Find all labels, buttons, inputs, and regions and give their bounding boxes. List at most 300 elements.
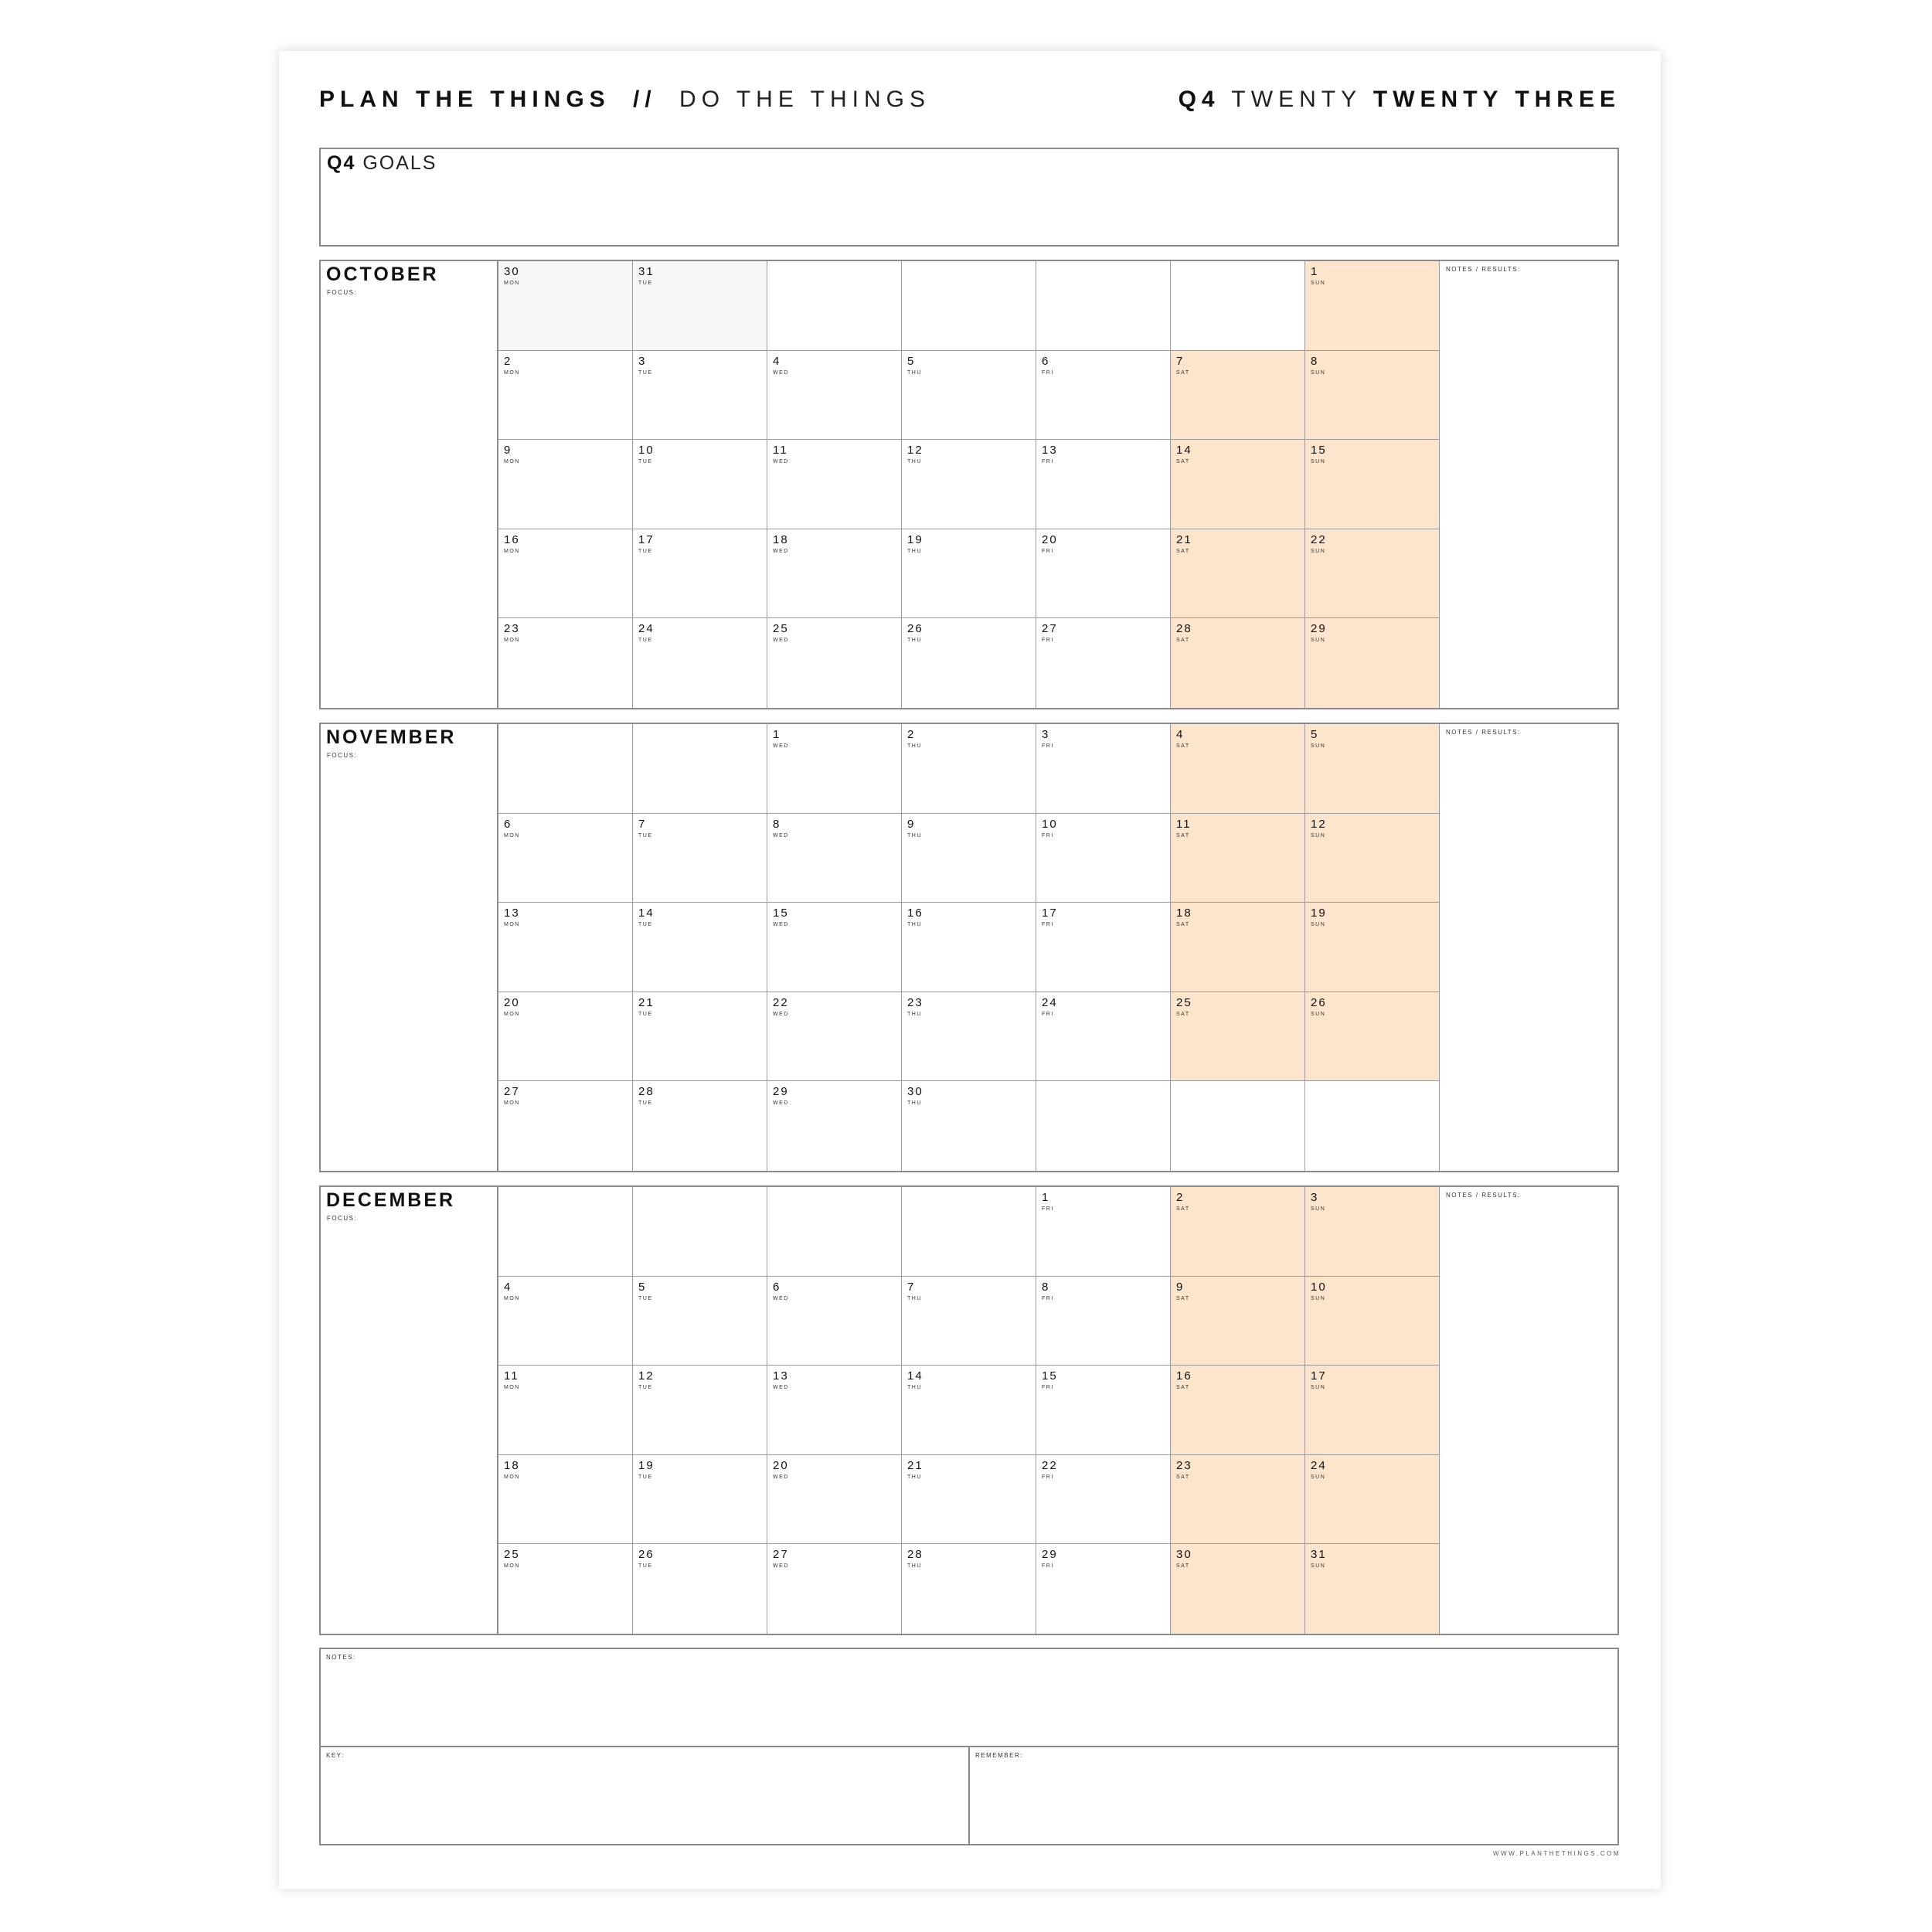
day-cell[interactable] xyxy=(1036,351,1171,440)
day-number: 18 xyxy=(1176,906,1192,920)
day-cell[interactable] xyxy=(1171,1277,1305,1366)
key-box[interactable] xyxy=(321,1747,970,1844)
day-cell[interactable] xyxy=(498,814,633,903)
day-cell[interactable] xyxy=(498,1366,633,1455)
goals-label: GOALS xyxy=(362,152,437,174)
day-name: MON xyxy=(504,281,520,286)
day-number: 25 xyxy=(773,622,789,636)
day-number: 31 xyxy=(1311,1548,1327,1562)
day-number: 24 xyxy=(1311,1458,1327,1472)
day-name: SAT xyxy=(1176,1474,1190,1480)
day-number: 29 xyxy=(1042,1548,1058,1562)
day-cell[interactable] xyxy=(902,903,1036,992)
day-cell[interactable] xyxy=(633,351,767,440)
day-cell[interactable] xyxy=(1305,529,1440,619)
empty-day-cell[interactable] xyxy=(767,261,902,351)
day-number: 21 xyxy=(1176,532,1192,546)
day-cell[interactable] xyxy=(1171,1366,1305,1455)
day-name: MON xyxy=(504,832,520,838)
day-name: THU xyxy=(907,922,922,928)
day-name: WED xyxy=(773,1100,789,1107)
day-name: TUE xyxy=(638,1474,653,1480)
day-cell[interactable] xyxy=(633,903,767,992)
day-number: 6 xyxy=(773,1280,781,1294)
day-number: 3 xyxy=(1311,1191,1319,1204)
day-cell[interactable] xyxy=(1036,529,1171,619)
day-cell[interactable] xyxy=(1305,351,1440,440)
day-number: 28 xyxy=(1176,622,1192,636)
year-light: TWENTY xyxy=(1231,87,1362,112)
day-cell[interactable] xyxy=(767,992,902,1082)
day-number: 26 xyxy=(1311,995,1327,1009)
day-cell[interactable] xyxy=(633,1081,767,1171)
month-block-october xyxy=(319,260,1619,709)
day-number: 29 xyxy=(1311,622,1327,636)
day-number: 13 xyxy=(773,1369,789,1383)
day-number: 9 xyxy=(907,817,916,831)
day-number: 30 xyxy=(504,265,520,278)
day-cell[interactable] xyxy=(633,992,767,1082)
day-name: THU xyxy=(907,743,922,749)
quarter-label: Q4 xyxy=(1178,87,1220,112)
day-cell[interactable] xyxy=(1036,1544,1171,1634)
day-cell[interactable] xyxy=(767,1081,902,1171)
day-name: MON xyxy=(504,1563,520,1570)
empty-day-cell[interactable] xyxy=(1171,261,1305,351)
day-cell[interactable] xyxy=(767,440,902,529)
day-cell[interactable] xyxy=(1305,1544,1440,1634)
focus-label: FOCUS: xyxy=(327,752,358,759)
empty-day-cell[interactable] xyxy=(1036,1081,1171,1171)
day-cell[interactable] xyxy=(1305,440,1440,529)
day-name: MON xyxy=(504,369,520,376)
month-focus-panel[interactable] xyxy=(321,261,498,708)
day-cell[interactable] xyxy=(498,1081,633,1171)
day-name: FRI xyxy=(1042,369,1054,376)
day-name: TUE xyxy=(638,1385,653,1391)
month-block-november xyxy=(319,723,1619,1172)
day-name: THU xyxy=(907,548,922,554)
day-cell[interactable] xyxy=(1305,1277,1440,1366)
day-cell[interactable] xyxy=(902,1544,1036,1634)
day-number: 16 xyxy=(907,906,923,920)
calendar-grid xyxy=(498,724,1440,1171)
day-name: WED xyxy=(773,1011,789,1017)
day-cell[interactable] xyxy=(1036,992,1171,1082)
day-name: SAT xyxy=(1176,369,1190,376)
day-cell[interactable] xyxy=(1171,903,1305,992)
day-cell[interactable] xyxy=(498,903,633,992)
day-cell[interactable] xyxy=(767,351,902,440)
day-name: FRI xyxy=(1042,548,1054,554)
day-number: 19 xyxy=(638,1458,655,1472)
day-cell[interactable] xyxy=(633,529,767,619)
day-number: 28 xyxy=(638,1085,655,1099)
day-number: 10 xyxy=(638,444,655,457)
day-name: WED xyxy=(773,1563,789,1570)
day-cell[interactable] xyxy=(498,1544,633,1634)
day-name: WED xyxy=(773,1385,789,1391)
day-cell[interactable] xyxy=(1171,1455,1305,1545)
day-name: FRI xyxy=(1042,638,1054,644)
day-name: SAT xyxy=(1176,638,1190,644)
day-number: 31 xyxy=(638,265,655,278)
day-name: MON xyxy=(504,922,520,928)
day-cell[interactable] xyxy=(498,1455,633,1545)
day-name: SUN xyxy=(1311,369,1326,376)
calendar-grid xyxy=(498,1187,1440,1634)
day-cell[interactable] xyxy=(902,724,1036,814)
day-name: MON xyxy=(504,1474,520,1480)
empty-day-cell[interactable] xyxy=(1171,1081,1305,1171)
day-name: WED xyxy=(773,548,789,554)
day-name: SAT xyxy=(1176,832,1190,838)
goals-quarter: Q4 xyxy=(327,152,356,174)
day-name: WED xyxy=(773,369,789,376)
goals-box[interactable] xyxy=(319,148,1619,247)
day-name: SAT xyxy=(1176,922,1190,928)
day-name: SAT xyxy=(1176,1385,1190,1391)
tagline-bold: PLAN THE THINGS xyxy=(319,87,611,112)
day-cell[interactable] xyxy=(1171,351,1305,440)
day-number: 8 xyxy=(1311,354,1319,368)
day-name: MON xyxy=(504,638,520,644)
day-number: 14 xyxy=(638,906,655,920)
day-name: THU xyxy=(907,1011,922,1017)
day-cell[interactable] xyxy=(633,814,767,903)
day-number: 5 xyxy=(1311,728,1319,741)
day-name: SUN xyxy=(1311,1385,1326,1391)
day-name: SAT xyxy=(1176,1011,1190,1017)
day-cell[interactable] xyxy=(767,529,902,619)
day-number: 2 xyxy=(907,728,916,741)
day-name: SUN xyxy=(1311,1474,1326,1480)
day-number: 30 xyxy=(907,1085,923,1099)
day-cell[interactable] xyxy=(1036,618,1171,708)
notes-results-column[interactable] xyxy=(1440,724,1617,1171)
day-name: MON xyxy=(504,1295,520,1301)
day-cell[interactable] xyxy=(902,814,1036,903)
day-cell[interactable] xyxy=(902,618,1036,708)
day-name: SUN xyxy=(1311,1563,1326,1570)
day-cell[interactable] xyxy=(1305,724,1440,814)
day-name: TUE xyxy=(638,1011,653,1017)
day-cell[interactable] xyxy=(1171,992,1305,1082)
day-number: 9 xyxy=(504,444,512,457)
empty-day-cell[interactable] xyxy=(498,724,633,814)
planner-sheet xyxy=(279,51,1661,1889)
day-number: 6 xyxy=(1042,354,1050,368)
day-number: 11 xyxy=(1176,817,1192,831)
day-number: 27 xyxy=(773,1548,789,1562)
day-name: WED xyxy=(773,832,789,838)
key-label: KEY: xyxy=(326,1752,345,1759)
day-name: TUE xyxy=(638,638,653,644)
day-cell[interactable] xyxy=(902,1081,1036,1171)
day-cell[interactable] xyxy=(767,1455,902,1545)
day-name: FRI xyxy=(1042,1563,1054,1570)
day-name: THU xyxy=(907,459,922,465)
day-cell[interactable] xyxy=(1036,1187,1171,1277)
empty-day-cell[interactable] xyxy=(767,1187,902,1277)
day-number: 7 xyxy=(638,817,647,831)
day-number: 14 xyxy=(1176,444,1192,457)
day-number: 5 xyxy=(907,354,916,368)
day-name: TUE xyxy=(638,832,653,838)
day-name: THU xyxy=(907,1563,922,1570)
day-cell[interactable] xyxy=(1171,618,1305,708)
day-name: SUN xyxy=(1311,1011,1326,1017)
month-name: DECEMBER xyxy=(326,1189,456,1211)
header-tagline xyxy=(319,87,930,113)
day-cell[interactable] xyxy=(633,440,767,529)
day-cell[interactable] xyxy=(1036,903,1171,992)
notes-results-column[interactable] xyxy=(1440,1187,1617,1634)
day-name: SUN xyxy=(1311,922,1326,928)
day-name: FRI xyxy=(1042,1011,1054,1017)
day-cell[interactable] xyxy=(1171,529,1305,619)
day-name: FRI xyxy=(1042,832,1054,838)
day-name: TUE xyxy=(638,1100,653,1107)
day-name: THU xyxy=(907,638,922,644)
day-name: TUE xyxy=(638,281,653,286)
day-cell[interactable] xyxy=(902,529,1036,619)
month-focus-panel[interactable] xyxy=(321,724,498,1171)
month-focus-panel[interactable] xyxy=(321,1187,498,1634)
day-number: 1 xyxy=(1042,1191,1050,1204)
day-name: MON xyxy=(504,548,520,554)
day-cell[interactable] xyxy=(498,618,633,708)
day-name: THU xyxy=(907,369,922,376)
day-name: SUN xyxy=(1311,1206,1326,1212)
day-number: 21 xyxy=(638,995,655,1009)
notes-results-column[interactable] xyxy=(1440,261,1617,708)
day-number: 19 xyxy=(1311,906,1327,920)
notes-results-label: NOTES / RESULTS: xyxy=(1446,266,1521,273)
day-cell[interactable] xyxy=(767,1366,902,1455)
day-number: 13 xyxy=(504,906,520,920)
goals-title xyxy=(327,152,437,175)
day-number: 13 xyxy=(1042,444,1058,457)
day-cell[interactable] xyxy=(1036,1277,1171,1366)
day-number: 18 xyxy=(773,532,789,546)
day-cell[interactable] xyxy=(902,1366,1036,1455)
day-name: TUE xyxy=(638,922,653,928)
day-name: MON xyxy=(504,1385,520,1391)
day-number: 16 xyxy=(504,532,520,546)
day-number: 25 xyxy=(1176,995,1192,1009)
day-cell[interactable] xyxy=(902,1455,1036,1545)
day-number: 1 xyxy=(773,728,781,741)
empty-day-cell[interactable] xyxy=(1036,261,1171,351)
tagline-separator: // xyxy=(633,87,657,112)
day-number: 20 xyxy=(504,995,520,1009)
empty-day-cell[interactable] xyxy=(498,1187,633,1277)
notes-results-label: NOTES / RESULTS: xyxy=(1446,729,1521,736)
day-number: 22 xyxy=(773,995,789,1009)
day-cell[interactable] xyxy=(902,992,1036,1082)
day-cell[interactable] xyxy=(1305,1187,1440,1277)
footer-url: WWW.PLANTHETHINGS.COM xyxy=(1493,1850,1621,1857)
day-number: 27 xyxy=(1042,622,1058,636)
day-cell[interactable] xyxy=(767,724,902,814)
day-number: 2 xyxy=(504,354,512,368)
day-cell[interactable] xyxy=(633,618,767,708)
day-name: THU xyxy=(907,1295,922,1301)
day-cell[interactable] xyxy=(1036,440,1171,529)
day-cell[interactable] xyxy=(498,351,633,440)
day-cell[interactable] xyxy=(902,440,1036,529)
day-number: 26 xyxy=(638,1548,655,1562)
day-cell[interactable] xyxy=(902,351,1036,440)
day-cell[interactable] xyxy=(767,814,902,903)
day-name: TUE xyxy=(638,1563,653,1570)
day-name: FRI xyxy=(1042,459,1054,465)
day-number: 23 xyxy=(907,995,923,1009)
day-number: 12 xyxy=(1311,817,1327,831)
empty-day-cell[interactable] xyxy=(902,261,1036,351)
day-number: 11 xyxy=(504,1369,519,1383)
day-name: WED xyxy=(773,638,789,644)
day-cell[interactable] xyxy=(767,1277,902,1366)
day-number: 16 xyxy=(1176,1369,1192,1383)
day-cell[interactable] xyxy=(1171,724,1305,814)
empty-day-cell[interactable] xyxy=(633,1187,767,1277)
day-number: 4 xyxy=(773,354,781,368)
empty-day-cell[interactable] xyxy=(633,724,767,814)
day-name: SUN xyxy=(1311,281,1326,286)
day-name: SAT xyxy=(1176,743,1190,749)
focus-label: FOCUS: xyxy=(327,289,358,296)
day-name: WED xyxy=(773,743,789,749)
day-number: 4 xyxy=(504,1280,512,1294)
calendar-grid xyxy=(498,261,1440,708)
day-cell[interactable] xyxy=(1305,261,1440,351)
day-name: SUN xyxy=(1311,548,1326,554)
year-bold: TWENTY THREE xyxy=(1372,87,1621,112)
day-name: WED xyxy=(773,922,789,928)
day-cell[interactable] xyxy=(633,1455,767,1545)
day-cell[interactable] xyxy=(1305,903,1440,992)
day-cell[interactable] xyxy=(767,1544,902,1634)
day-name: MON xyxy=(504,1011,520,1017)
tagline-light: DO THE THINGS xyxy=(679,87,930,112)
day-cell[interactable] xyxy=(1171,440,1305,529)
day-cell[interactable] xyxy=(1036,1455,1171,1545)
day-cell[interactable] xyxy=(1171,1544,1305,1634)
header-quarter-title xyxy=(1179,87,1621,113)
day-name: SAT xyxy=(1176,1563,1190,1570)
day-number: 17 xyxy=(1311,1369,1327,1383)
month-name: NOVEMBER xyxy=(326,726,457,748)
day-cell[interactable] xyxy=(498,1277,633,1366)
day-cell[interactable] xyxy=(902,1277,1036,1366)
day-cell[interactable] xyxy=(498,529,633,619)
day-cell[interactable] xyxy=(1305,992,1440,1082)
remember-box[interactable] xyxy=(970,1747,1617,1844)
day-cell[interactable] xyxy=(1305,814,1440,903)
day-number: 6 xyxy=(504,817,512,831)
day-number: 28 xyxy=(907,1548,923,1562)
day-number: 8 xyxy=(1042,1280,1050,1294)
day-number: 3 xyxy=(1042,728,1050,741)
day-number: 12 xyxy=(638,1369,655,1383)
day-number: 10 xyxy=(1042,817,1058,831)
day-name: TUE xyxy=(638,459,653,465)
day-cell[interactable] xyxy=(1305,618,1440,708)
day-number: 2 xyxy=(1176,1191,1185,1204)
day-cell[interactable] xyxy=(633,1277,767,1366)
day-name: WED xyxy=(773,459,789,465)
day-number: 20 xyxy=(773,1458,789,1472)
notes-results-label: NOTES / RESULTS: xyxy=(1446,1192,1521,1199)
day-name: SUN xyxy=(1311,1295,1326,1301)
day-cell[interactable] xyxy=(1036,1366,1171,1455)
day-name: FRI xyxy=(1042,743,1054,749)
day-number: 9 xyxy=(1176,1280,1185,1294)
day-name: THU xyxy=(907,1474,922,1480)
day-cell[interactable] xyxy=(1036,814,1171,903)
planner-header xyxy=(319,87,1621,125)
day-number: 4 xyxy=(1176,728,1185,741)
day-cell[interactable] xyxy=(633,1366,767,1455)
day-number: 11 xyxy=(773,444,788,457)
day-number: 24 xyxy=(1042,995,1058,1009)
day-name: FRI xyxy=(1042,1474,1054,1480)
day-number: 30 xyxy=(1176,1548,1192,1562)
day-cell[interactable] xyxy=(1036,724,1171,814)
day-number: 26 xyxy=(907,622,923,636)
empty-day-cell[interactable] xyxy=(902,1187,1036,1277)
day-name: THU xyxy=(907,1385,922,1391)
day-number: 24 xyxy=(638,622,655,636)
day-number: 23 xyxy=(1176,1458,1192,1472)
day-name: FRI xyxy=(1042,922,1054,928)
month-block-december xyxy=(319,1185,1619,1635)
day-number: 19 xyxy=(907,532,923,546)
day-number: 14 xyxy=(907,1369,923,1383)
day-cell[interactable] xyxy=(1171,814,1305,903)
day-cell[interactable] xyxy=(498,992,633,1082)
day-cell[interactable] xyxy=(633,1544,767,1634)
day-cell[interactable] xyxy=(498,440,633,529)
day-name: WED xyxy=(773,1474,789,1480)
day-name: TUE xyxy=(638,1295,653,1301)
day-cell[interactable] xyxy=(633,261,767,351)
day-cell[interactable] xyxy=(1305,1366,1440,1455)
day-cell[interactable] xyxy=(1171,1187,1305,1277)
bottom-section xyxy=(319,1648,1619,1845)
empty-day-cell[interactable] xyxy=(1305,1081,1440,1171)
month-name: OCTOBER xyxy=(326,264,439,285)
day-cell[interactable] xyxy=(498,261,633,351)
day-name: SUN xyxy=(1311,459,1326,465)
day-name: THU xyxy=(907,1100,922,1107)
day-name: FRI xyxy=(1042,1206,1054,1212)
day-name: TUE xyxy=(638,548,653,554)
day-cell[interactable] xyxy=(767,903,902,992)
notes-box[interactable] xyxy=(321,1649,1617,1747)
day-name: MON xyxy=(504,459,520,465)
day-name: WED xyxy=(773,1295,789,1301)
day-cell[interactable] xyxy=(1305,1455,1440,1545)
day-cell[interactable] xyxy=(767,618,902,708)
day-number: 1 xyxy=(1311,265,1319,278)
day-number: 29 xyxy=(773,1085,789,1099)
day-name: FRI xyxy=(1042,1295,1054,1301)
day-name: SAT xyxy=(1176,1295,1190,1301)
day-number: 22 xyxy=(1042,1458,1058,1472)
